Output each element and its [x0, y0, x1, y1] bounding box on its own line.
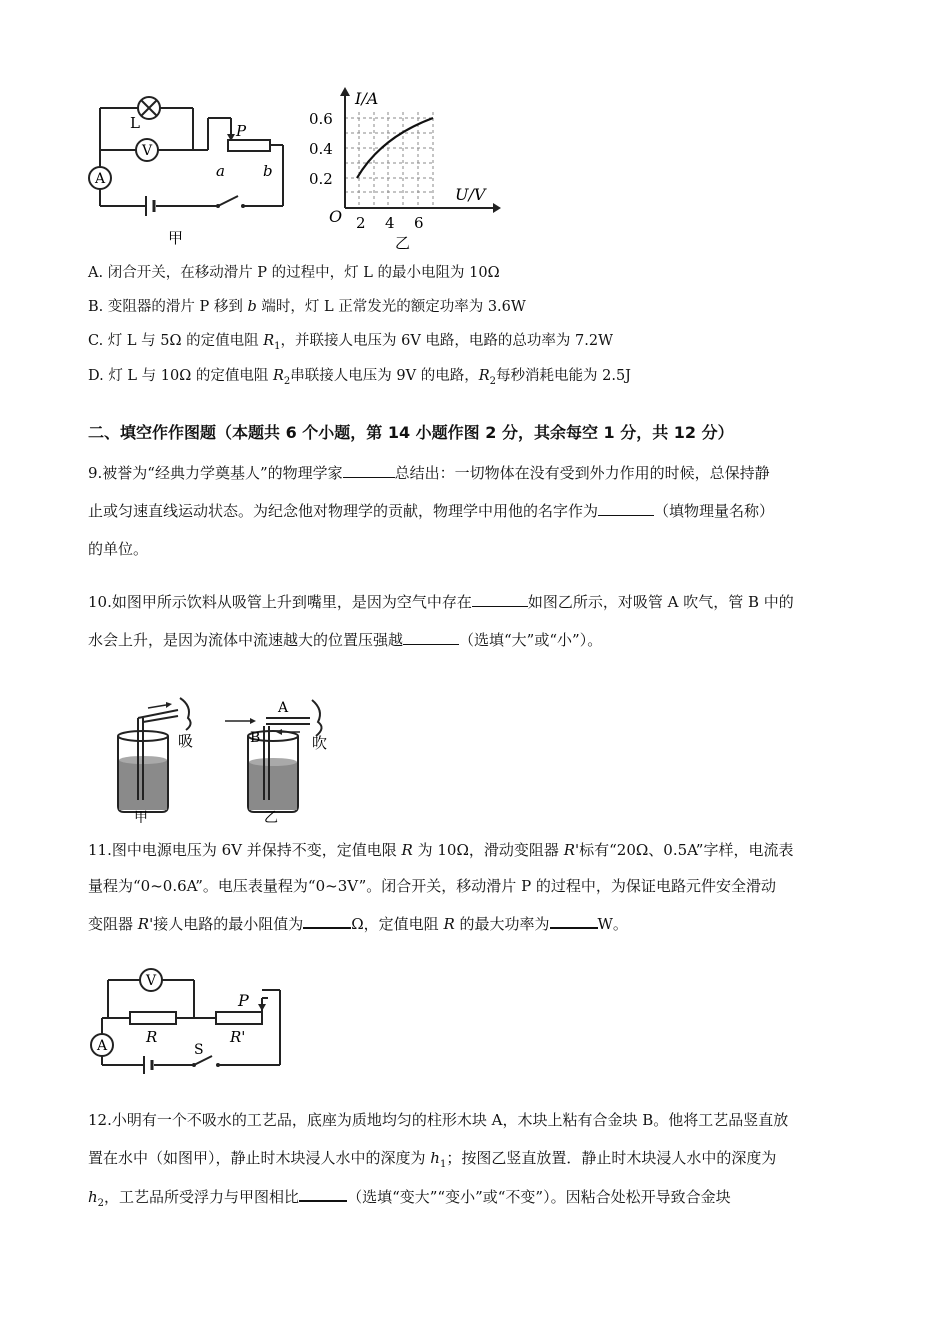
option-text: 串联接人电压为 9V 的电路， — [290, 368, 479, 384]
answer-blank[interactable] — [343, 463, 395, 478]
q-text: 的单位。 — [88, 540, 149, 558]
y-axis-arrow-icon — [340, 87, 350, 96]
q11-figure — [88, 960, 298, 1080]
q-var: R — [401, 841, 413, 859]
q-text: Ω，定值电阻 — [351, 915, 444, 933]
graph-x-label: U/V — [455, 185, 486, 204]
q9-line-3 — [88, 539, 148, 559]
circuit-caption: 甲 — [168, 229, 184, 247]
q-text: 变阻器 — [88, 915, 138, 933]
option-text: 每秒消耗电能为 2.5J — [496, 368, 631, 384]
q-text: 10.如图甲所示饮料从吸管上升到嘴里，是因为空气中存在 — [88, 593, 472, 611]
graph-origin: O — [329, 207, 343, 226]
option-sub: 1 — [274, 340, 281, 352]
q12-line-3 — [88, 1186, 731, 1214]
y-tick: 0.6 — [309, 110, 333, 128]
tube-a-label: A — [278, 700, 289, 716]
q12-line-1 — [88, 1110, 788, 1130]
q-sub: 2 — [97, 1198, 105, 1209]
q-var: h — [430, 1149, 440, 1167]
graph-caption: 乙 — [395, 234, 411, 252]
q11-line-3 — [88, 913, 628, 934]
option-text: C. 灯 L 与 5Ω 的定值电阻 — [88, 333, 264, 349]
lamp-icon — [138, 97, 160, 119]
q-text: 置在水中（如图甲），静止时木块浸人水中的深度为 — [88, 1149, 431, 1167]
answer-blank[interactable] — [550, 913, 598, 929]
q11-slider-label: P — [238, 991, 249, 1010]
q-text: W。 — [597, 915, 628, 933]
beaker-right-icon — [225, 700, 322, 812]
q-text: （选填“大”或“小”）。 — [459, 631, 603, 649]
y-tick: 0.2 — [309, 170, 333, 188]
answer-blank[interactable] — [403, 630, 459, 645]
q-text: 9.被誉为“经典力学奠基人”的物理学家 — [88, 464, 343, 482]
left-caption: 甲 — [134, 810, 148, 823]
slider-arrow-icon — [258, 1004, 266, 1011]
q8-option-a-text: A. 闭合开关，在移动滑片 P 的过程中，灯 L 的最小电阻为 10Ω — [88, 265, 500, 281]
q-var: R' — [563, 841, 580, 859]
answer-blank[interactable] — [472, 592, 528, 607]
q-var: R' — [137, 915, 154, 933]
q11-voltmeter-label: V — [145, 973, 157, 989]
q-text: 标有“20Ω、0.5A”字样，电流表 — [579, 841, 794, 859]
right-caption: 乙 — [264, 810, 278, 823]
q11-rheostat-label: R' — [230, 1028, 246, 1046]
q8-option-a — [88, 263, 500, 283]
option-text: B. 变阻器的滑片 P 移到 — [88, 299, 248, 315]
q8-option-b — [88, 297, 526, 317]
left-word: 吸 — [178, 732, 194, 750]
right-word: 吹 — [312, 734, 328, 752]
q11-resistor-label: R — [146, 1028, 158, 1046]
q10-straw-diagram — [100, 688, 340, 823]
circuit-label-ammeter: A — [94, 171, 106, 187]
q-sub: 1 — [439, 1159, 447, 1170]
option-text: 端时，灯 L 正常发光的额定功率为 3.6W — [256, 299, 526, 315]
x-tick: 4 — [385, 214, 395, 232]
option-var: R — [263, 333, 275, 349]
option-text: D. 灯 L 与 10Ω 的定值电阻 — [88, 368, 273, 384]
circuit-label-lamp: L — [130, 114, 140, 132]
q11-switch-label: S — [194, 1042, 204, 1058]
q12-line-2 — [88, 1148, 776, 1175]
section-heading: 二、填空作作图题（本题共 6 个小题，第 14 小题作图 2 分，其余每空 1 分，共 12 分） — [88, 423, 734, 442]
circuit-label-b: b — [263, 162, 273, 180]
q-text: 11.图中电源电压为 6V 并保持不变，定值电限 — [88, 841, 402, 859]
answer-blank[interactable] — [299, 1186, 347, 1202]
x-axis-arrow-icon — [493, 203, 501, 213]
q-var: h — [88, 1188, 98, 1206]
q8-iu-graph — [305, 82, 505, 257]
tube-b-label: B — [250, 730, 261, 746]
q8-option-c — [88, 331, 613, 357]
circuit-label-a: a — [216, 162, 225, 180]
beaker-left-icon — [118, 698, 194, 812]
q9-line-1 — [88, 463, 770, 483]
q-text: 接人电路的最小阻值为 — [153, 915, 304, 933]
q-text: ；按图乙竖直放置．静止时木块浸人水中的深度为 — [446, 1149, 777, 1167]
graph-y-label: I/A — [355, 89, 379, 108]
x-tick: 6 — [414, 214, 424, 232]
q11-ammeter-label: A — [96, 1038, 108, 1054]
answer-blank[interactable] — [303, 913, 351, 929]
q10-line-1 — [88, 592, 794, 612]
q10-figure — [100, 688, 340, 823]
option-var: b — [247, 299, 257, 315]
option-var: R — [478, 368, 490, 384]
option-sub: 2 — [489, 375, 496, 387]
answer-blank[interactable] — [598, 501, 654, 516]
circuit-label-slider: P — [236, 122, 247, 140]
q-text: 止或匀速直线运动状态。为纪念他对物理学的贡献，物理学中用他的名字作为 — [88, 502, 599, 520]
q-text: 水会上升，是因为流体中流速越大的位置压强越 — [88, 631, 404, 649]
q8-option-d — [88, 366, 631, 392]
x-tick: 2 — [356, 214, 366, 232]
q-text: ，工艺品所受浮力与甲图相比 — [104, 1188, 300, 1206]
q-text: 的最大功率为 — [454, 915, 550, 933]
q11-circuit-diagram — [88, 960, 298, 1080]
q9-line-2 — [88, 501, 774, 521]
option-sub: 2 — [283, 375, 291, 387]
option-text: ，并联接人电压为 6V 电路，电路的总功率为 7.2W — [280, 333, 614, 349]
q8-graph-figure — [305, 82, 505, 257]
graph-grid — [345, 112, 433, 208]
q-text: （选填“变大”“变小”或“不变”）。因粘合处松开导致合金块 — [347, 1188, 731, 1206]
q-text: 12.小明有一个不吸水的工艺品，底座为质地均匀的柱形木块 A，木块上粘有合金块 B。他将工艺品竖直放 — [88, 1111, 789, 1129]
q-text: 量程为“0~0.6A”。电压表量程为“0~3V”。闭合开关，移动滑片 P 的过程中，为保证电路元件安全滑动 — [88, 877, 776, 895]
q8-circuit-diagram — [88, 88, 298, 253]
circuit-label-voltmeter: V — [141, 143, 153, 159]
option-var: R — [272, 368, 284, 384]
q-text: 总结出：一切物体在没有受到外力作用的时候，总保持静 — [394, 464, 770, 482]
q11-line-2 — [88, 876, 776, 896]
q8-circuit-figure — [88, 88, 298, 253]
q-text: （填物理量名称） — [654, 502, 775, 520]
q10-line-2 — [88, 630, 602, 650]
q11-line-1 — [88, 840, 793, 860]
q-text: 如图乙所示，对吸管 A 吹气，管 B 中的 — [527, 593, 794, 611]
y-tick: 0.4 — [309, 140, 333, 158]
q-var: R — [443, 915, 455, 933]
q-text: 为 10Ω，滑动变阻器 — [412, 841, 564, 859]
